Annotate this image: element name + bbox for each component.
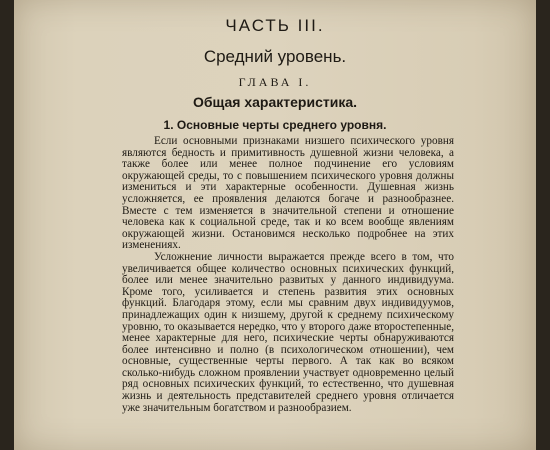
part-subtitle: Средний уровень. (203, 47, 347, 66)
paragraph: Если основными признаками низшего психического уровня являются бедность и примитивность душевной жизни человека, а также более или менее полное подчинение его условиям окружающей среды, то с повышением психического уровня должны измениться и эти характерные особенности. Душевная жизнь усложняется, ее проявления делаются богаче и разнообразнее. Вместе с тем изменяется в значительной степени и отношение человека как к социальной среде, так и ко всем вообще явлениям окружающей жизни. Остановимся несколько подробнее на этих изменениях. (122, 135, 454, 252)
chapter-label: ГЛАВА I. (238, 75, 312, 89)
section-heading: 1. Основные черты среднего уровня. (163, 118, 387, 132)
paragraph: Усложнение личности выражается прежде всего в том, что увеличивается общее количество основных психических функций, более или менее значительно развитых у данного индивидуума. Кроме того, усиливается и степень развития этих основных функций. Благодаря этому, если мы сравним двух индивидуумов, принадлежащих один к низшему, другой к среднему психическому уровню, то оказывается нередко, что у второго даже второстепенные, менее характерные для него, психические черты обнаруживаются более интенсивно и полно (в психологическом отношении), чем основные, существенные черты первого. А так как во всяком сколько-нибудь сложном проявлении участвует одновременно целый ряд основных психических функций, то естественно, что душевная жизнь и деятельность представителей среднего уровня отличается уже значительным богатством и разнообразием. (122, 250, 454, 414)
chapter-heading: Общая характеристика. (192, 94, 357, 110)
body-text (122, 136, 454, 414)
part-title: ЧАСТЬ III. (225, 16, 325, 35)
book-page (14, 0, 536, 450)
